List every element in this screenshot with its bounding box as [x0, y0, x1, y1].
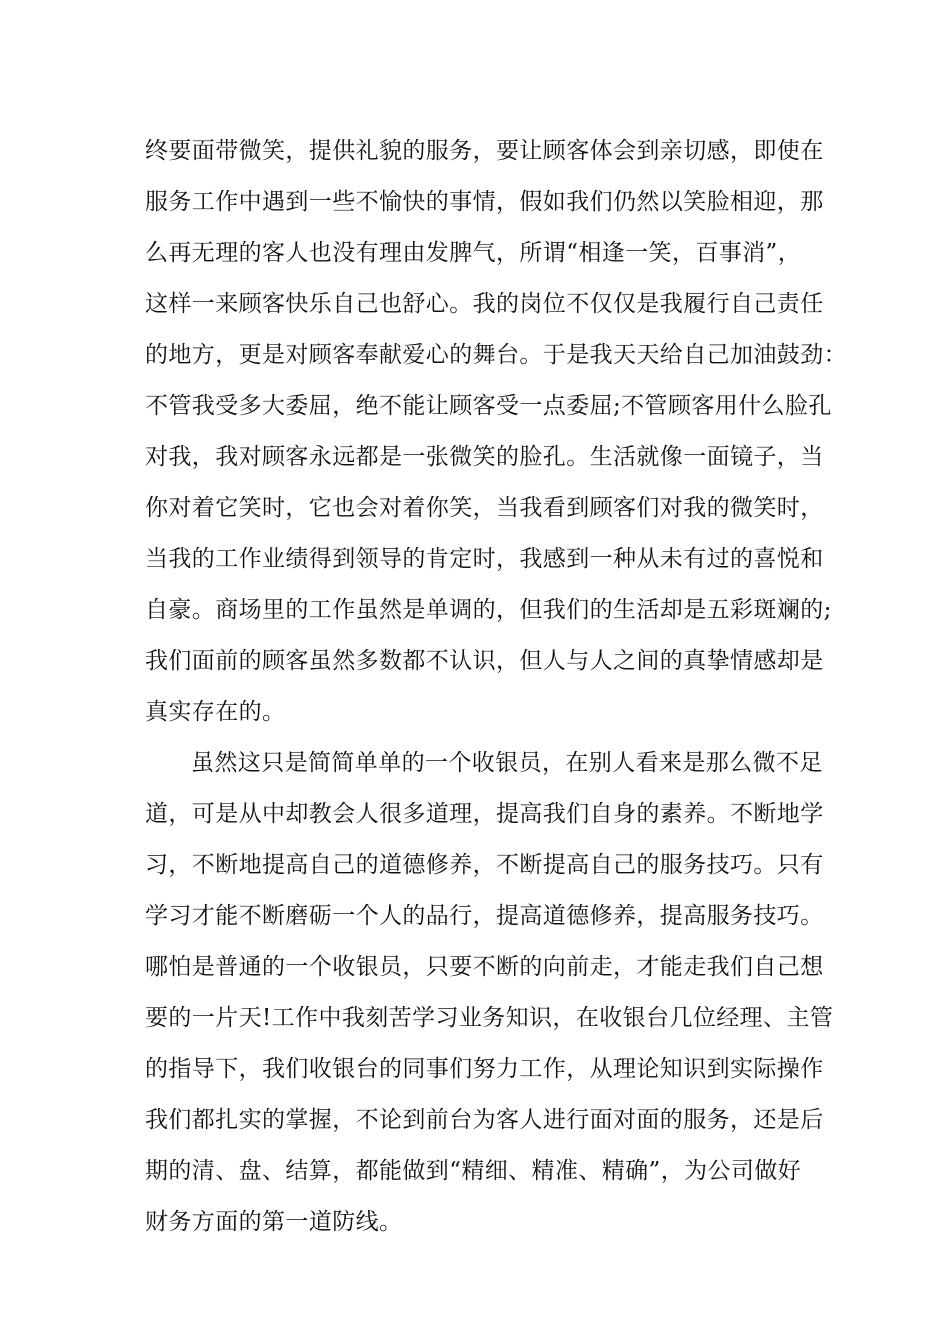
paragraph-1-line-7: 对我，我对顾客永远都是一张微笑的脸孔。生活就像一面镜子，当	[145, 444, 824, 470]
paragraph-1-line-9: 当我的工作业绩得到领导的肯定时，我感到一种从未有过的喜悦和	[145, 546, 824, 572]
paragraph-1-line-11: 我们面前的顾客虽然多数都不认识，但人与人之间的真挚情感却是	[145, 648, 824, 674]
paragraph-1-line-3: 么再无理的客人也没有理由发脾气，所谓“相逢一笑，百事消”，	[145, 240, 802, 266]
paragraph-1-line-5: 的地方，更是对顾客奉献爱心的舞台。于是我天天给自己加油鼓劲：	[145, 342, 847, 368]
paragraph-1-line-8: 你对着它笑时，它也会对着你笑，当我看到顾客们对我的微笑时，	[145, 495, 824, 521]
paragraph-2-line-8: 我们都扎实的掌握，不论到前台为客人进行面对面的服务，还是后	[145, 1107, 824, 1133]
paragraph-2-line-4: 学习才能不断磨砺一个人的品行，提高道德修养，提高服务技巧。	[145, 903, 824, 929]
paragraph-1-line-6: 不管我受多大委屈，绝不能让顾客受一点委屈;不管顾客用什么脸孔	[145, 393, 832, 419]
paragraph-1-line-1: 终要面带微笑，提供礼貌的服务，要让顾客体会到亲切感，即使在	[145, 138, 824, 164]
paragraph-1-line-2: 服务工作中遇到一些不愉快的事情，假如我们仍然以笑脸相迎，那	[145, 189, 824, 215]
paragraph-2-line-6: 要的一片天!工作中我刻苦学习业务知识，在收银台几位经理、主管	[145, 1005, 834, 1031]
paragraph-2-line-5: 哪怕是普通的一个收银员，只要不断的向前走，才能走我们自己想	[145, 954, 824, 980]
paragraph-2-line-2: 道，可是从中却教会人很多道理，提高我们自身的素养。不断地学	[145, 801, 824, 827]
paragraph-1-line-10: 自豪。商场里的工作虽然是单调的，但我们的生活却是五彩斑斓的;	[145, 597, 832, 623]
paragraph-2-line-7: 的指导下，我们收银台的同事们努力工作，从理论知识到实际操作	[145, 1056, 824, 1082]
paragraph-2-line-9: 期的清、盘、结算，都能做到“精细、精准、精确”，为公司做好	[145, 1158, 802, 1184]
paragraph-1-line-12: 真实存在的。	[145, 699, 286, 725]
paragraph-2-line-1: 虽然这只是简简单单的一个收银员，在别人看来是那么微不足	[191, 750, 823, 776]
paragraph-2-line-10: 财务方面的第一道防线。	[145, 1209, 403, 1235]
paragraph-1-line-4: 这样一来顾客快乐自己也舒心。我的岗位不仅仅是我履行自己责任	[145, 291, 824, 317]
paragraph-2-line-3: 习，不断地提高自己的道德修养，不断提高自己的服务技巧。只有	[145, 852, 824, 878]
